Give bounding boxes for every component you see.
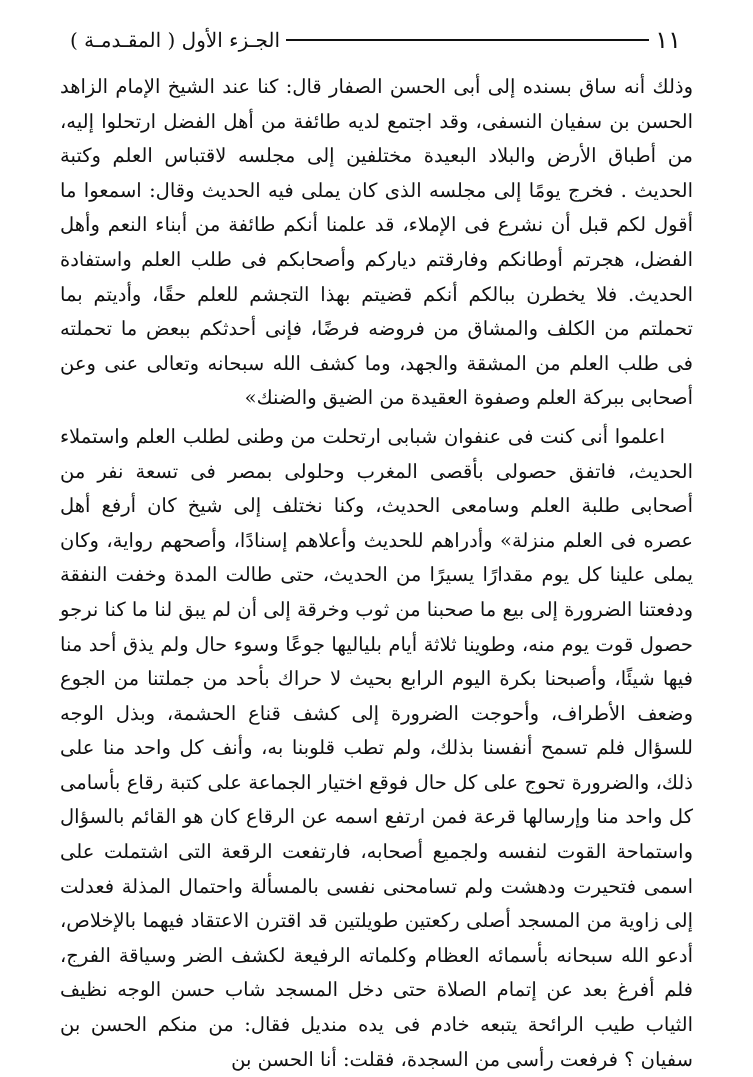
running-head: الجـزء الأول ( المقـدمـة ): [70, 28, 281, 52]
body-text: [60, 70, 693, 1077]
book-page: [60, 20, 693, 1071]
paragraph-1: وذلك أنه ساق بسنده إلى أبى الحسن الصفار قال: كنا عند الشيخ الإمام الزاهد الحسن بن سفيان النسفى، وقد اجتمع لديه طائفة من أهل الفضل ارتحلوا إليه، من أطباق الأرض والبلاد البعيدة مختلفين إلى مجلسه لاقتباس العلم وكتبة الحديث . فخرج يومًا إلى مجلسه الذى كان يملى فيه الحديث وقال: اسمعوا ما أقول لكم قبل أن نشرع فى الإملاء، قد علمنا أنكم طائفة من أبناء النعم وأهل الفضل، هجرتم أوطانكم وفارقتم دياركم وأصحابكم فى طلب العلم واستفادة الحديث. فلا يخطرن ببالكم أنكم قضيتم بهذا التجشم للعلم حقًا، وأديتم بما تحملتم من الكلف والمشاق من فروضه فرضًا، فإنى أحدثكم ببعض ما تحملته فى طلب العلم من المشقة والجهد، وما كشف الله سبحانه وتعالى عنى وعن أصحابى ببركة العلم وصفوة العقيدة من الضيق والضنك»: [60, 75, 693, 410]
page-number: ١١: [655, 26, 681, 54]
page-header: [60, 20, 693, 60]
header-rule: [286, 39, 649, 41]
paragraph-2: اعلموا أنى كنت فى عنفوان شبابى ارتحلت من وطنى لطلب العلم واستملاء الحديث، فاتفق حصولى بأقصى المغرب وحلولى بمصر فى تسعة نفر من أصحابى طلبة العلم وسامعى الحديث، وكنا نختلف إلى شيخ كان أرفع أهل عصره فى العلم منزلة» وأدراهم للحديث وأعلاهم إسنادًا، وأصحهم رواية، وكان يملى علينا كل يوم مقدارًا يسيرًا من الحديث، حتى طالت المدة وخفت النفقة ودفعتنا الضرورة إلى بيع ما صحبنا من ثوب وخرقة إلى أن لم يبق لنا ما كنا نرجو حصول قوت يوم منه، وطوينا ثلاثة أيام بلياليها جوعًا وسوء حال ولم يذق أحد منا فيها شيئًا، وأصبحنا بكرة اليوم الرابع بحيث لا حراك بأحد من جملتنا من الجوع وضعف الأطراف، وأحوجت الضرورة إلى كشف قناع الحشمة، وبذل الوجه للسؤال فلم تسمح أنفسنا بذلك، ولم تطب قلوبنا به، وأنف كل واحد منا على ذلك، والضرورة تحوج على كل حال فوقع اختيار الجماعة على كتبة رقاع بأسامى كل واحد منا وإرسالها قرعة فمن ارتفع اسمه عن الرقاع كان هو القائم بالسؤال واستماحة القوت لنفسه ولجميع أصحابه، فارتفعت الرقعة التى اشتملت على اسمى فتحيرت ودهشت ولم تسامحنى نفسى بالمسألة واحتمال المذلة فعدلت إلى زاوية من المسجد أصلى ركعتين طويلتين قد اقترن الاعتقاد فيهما بالإخلاص، أدعو الله سبحانه بأسمائه العظام وكلماته الرفيعة لكشف الضر وسياقة الفرج، فلم أفرغ بعد عن إتمام الصلاة حتى دخل المسجد شاب حسن الوجه نظيف الثياب طيب الرائحة يتبعه خادم فى يده منديل فقال: من منكم الحسن بن سفيان ؟ فرفعت رأسى من السجدة، فقلت: أنا الحسن بن: [60, 424, 693, 1071]
